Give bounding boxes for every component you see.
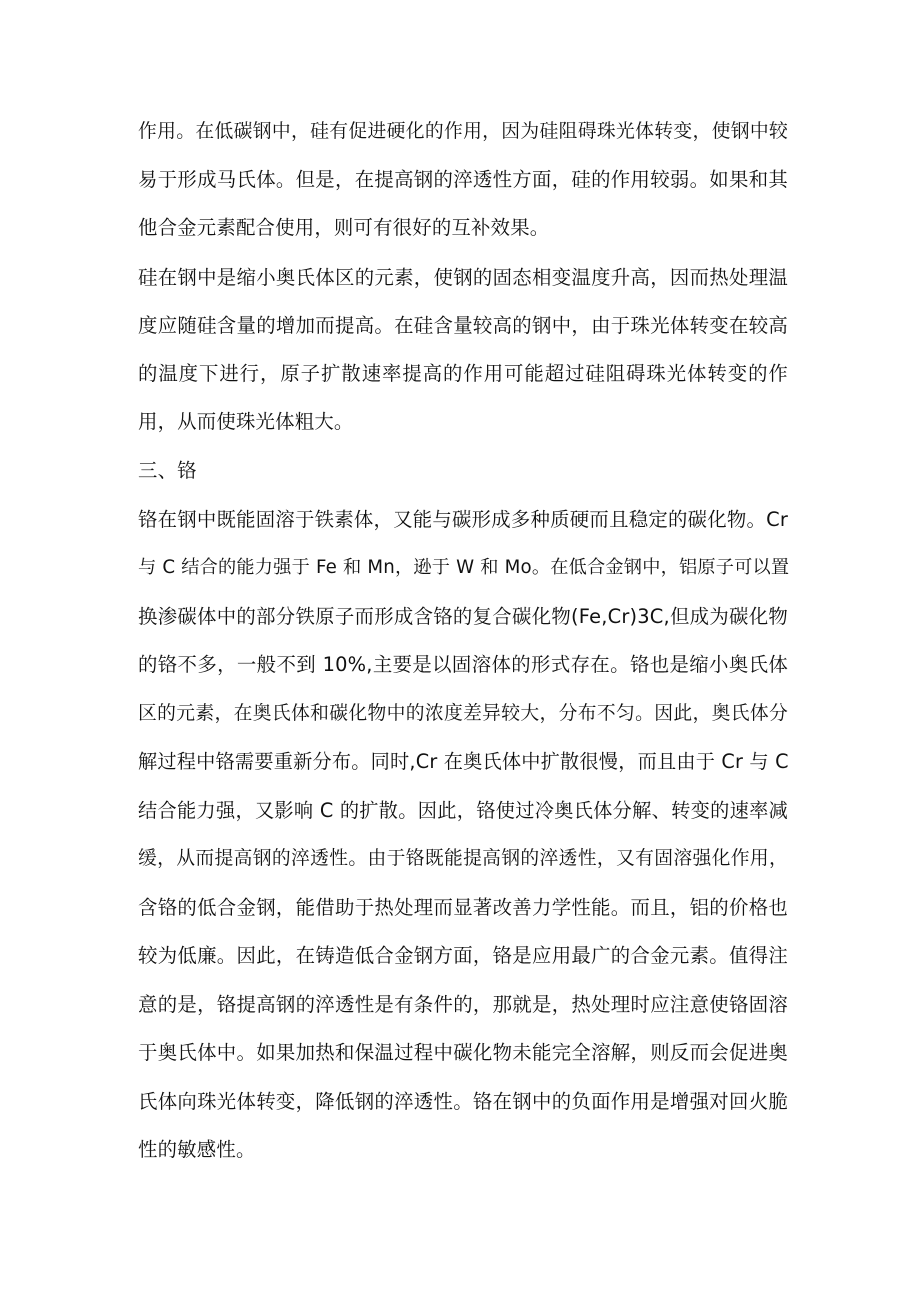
text-line: 易于形成马氏体。但是，在提高钢的淬透性方面，硅的作用较弱。如果和其 [138,168,788,191]
text-line: 于奥氏体中。如果加热和保温过程中碳化物未能完全溶解，则反而会促进奥 [138,1041,788,1064]
text-line: 的铬不多，一般不到 10%,主要是以固溶体的形式存在。铬也是缩小奥氏体 [138,653,788,676]
text-line: 含铬的低合金钢，能借助于热处理而显著改善力学性能。而且，铝的价格也 [138,896,788,919]
text-line: 较为低廉。因此，在铸造低合金钢方面，铬是应用最广的合金元素。值得注 [138,944,788,967]
text-line: 他合金元素配合使用，则可有很好的互补效果。 [138,216,550,239]
text-line: 用，从而使珠光体粗大。 [138,410,354,433]
text-line: 与 C 结合的能力强于 Fe 和 Mn，逊于 W 和 Mo。在低合金钢中，铝原子可以置 [138,557,790,578]
text-line: 的温度下进行，原子扩散速率提高的作用可能超过硅阻碍珠光体转变的作 [138,362,788,385]
text-line: 性的敏感性。 [138,1138,256,1161]
text-line: 解过程中铬需要重新分布。同时,Cr 在奥氏体中扩散很慢，而且由于 Cr 与 C [138,750,789,773]
text-line: 结合能力强，又影响 C 的扩散。因此，铬使过冷奥氏体分解、转变的速率减 [138,799,788,822]
text-line: 意的是，铬提高钢的淬透性是有条件的，那就是，热处理时应注意使铬固溶 [138,993,788,1016]
text-line: 换渗碳体中的部分铁原子而形成含铬的复合碳化物(Fe,Cr)3C,但成为碳化物 [138,605,788,628]
text-line: 硅在钢中是缩小奥氏体区的元素，使钢的固态相变温度升高，因而热处理温 [138,266,788,289]
text-line: 区的元素，在奥氏体和碳化物中的浓度差异较大，分布不匀。因此，奥氏体分 [138,703,788,724]
text-line: 度应随硅含量的增加而提高。在硅含量较高的钢中，由于珠光体转变在较高 [138,314,788,337]
text-line: 缓，从而提高钢的淬透性。由于铬既能提高钢的淬透性，又有固溶强化作用， [138,848,788,869]
text-line: 作用。在低碳钢中，硅有促进硬化的作用，因为硅阻碍珠光体转变，使钢中较 [138,121,788,142]
section-heading: 三、铬 [138,459,197,482]
text-line: 氏体向珠光体转变，降低钢的淬透性。铬在钢中的负面作用是增强对回火脆 [138,1090,788,1113]
text-line: 铬在钢中既能固溶于铁素体，又能与碳形成多种质硬而且稳定的碳化物。Cr [138,508,788,531]
